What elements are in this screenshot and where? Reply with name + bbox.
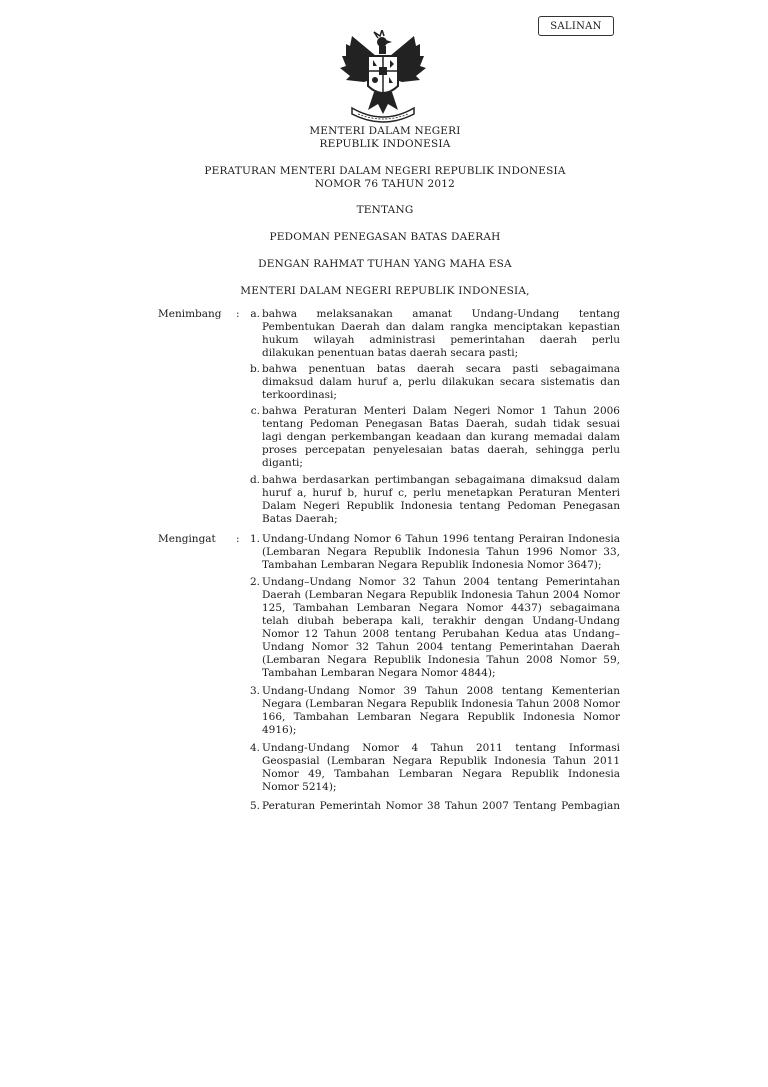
salinan-stamp: SALINAN	[538, 16, 614, 36]
text-line: (Lembaran Negara Republik Indonesia Tahun 1996 Nomor 33,	[262, 546, 620, 558]
text-line: lagi dengan perkembangan keadaan dan kurang memadai dalam	[262, 431, 620, 443]
garuda-emblem-icon	[338, 30, 430, 126]
text-line: terkoordinasi;	[262, 389, 337, 401]
text-line: bahwa berdasarkan pertimbangan sebagaimana dimaksud dalam	[262, 474, 620, 486]
text-line: Dalam Negeri Republik Indonesia tentang Pedoman Penegasan	[262, 500, 620, 512]
text-line: bahwa melaksanakan amanat Undang-Undang tentang	[262, 308, 620, 320]
text-line: 4916);	[262, 724, 297, 736]
minister-title: MENTERI DALAM NEGERI	[309, 125, 461, 137]
legal-basis-item	[262, 576, 620, 680]
legal-basis-mark: 1.	[249, 533, 260, 545]
legal-basis-mark: 3.	[249, 685, 260, 697]
text-line: dilakukan penentuan batas daerah secara pasti;	[262, 347, 519, 359]
legal-basis-item	[262, 742, 620, 794]
minister-line: MENTERI DALAM NEGERI REPUBLIK INDONESIA,	[240, 285, 530, 297]
text-line: huruf a, huruf b, huruf c, perlu menetapkan Peraturan Menteri	[262, 487, 620, 499]
legal-basis-mark: 2.	[249, 576, 260, 588]
considering-mark: b.	[249, 363, 260, 375]
text-line: proses percepatan penyelesaian batas daerah, sehingga perlu	[262, 444, 620, 456]
text-line: Undang-Undang Nomor 6 Tahun 1996 tentang Perairan Indonesia	[262, 533, 620, 545]
text-line: (Lembaran Negara Republik Indonesia Tahun 2008 Nomor 59,	[262, 654, 620, 666]
mengingat-label: Mengingat	[158, 533, 216, 545]
menimbang-colon: :	[236, 308, 240, 320]
text-line: Batas Daerah;	[262, 513, 338, 525]
legal-basis-item	[262, 685, 620, 737]
text-line: bahwa penentuan batas daerah secara pasti sebagaimana	[262, 363, 620, 375]
text-line: tentang Pedoman Penegasan Batas Daerah, sudah tidak sesuai	[262, 418, 620, 430]
text-line: Nomor 49, Tambahan Lembaran Negara Republik Indonesia	[262, 768, 620, 780]
text-line: bahwa Peraturan Menteri Dalam Negeri Nomor 1 Tahun 2006	[262, 405, 620, 417]
regulation-title: PERATURAN MENTERI DALAM NEGERI REPUBLIK INDONESIA	[204, 165, 566, 177]
text-line: Peraturan Pemerintah Nomor 38 Tahun 2007 Tentang Pembagian	[262, 800, 620, 812]
text-line: 125, Tambahan Lembaran Negara Nomor 4437) sebagaimana	[262, 602, 620, 614]
text-line: Undang-Undang Nomor 4 Tahun 2011 tentang Informasi	[262, 742, 620, 754]
text-line: Undang-Undang Nomor 39 Tahun 2008 tentang Kementerian	[262, 685, 620, 697]
legal-basis-mark: 5.	[249, 800, 260, 812]
considering-mark: a.	[250, 308, 260, 320]
text-line: Geospasial (Lembaran Negara Republik Indonesia Tahun 2011	[262, 755, 620, 767]
republic-title: REPUBLIK INDONESIA	[319, 138, 451, 150]
considering-mark: c.	[250, 405, 260, 417]
legal-basis-mark: 4.	[249, 742, 260, 754]
text-line: telah diubah beberapa kali, terakhir dengan Undang-Undang	[262, 615, 620, 627]
text-line: Tambahan Lembaran Negara Nomor 4844);	[262, 667, 496, 679]
considering-item	[262, 474, 620, 526]
considering-item	[262, 363, 620, 402]
text-line: Undang–Undang Nomor 32 Tahun 2004 tentang Pemerintahan	[262, 576, 620, 588]
text-line: hukum wilayah administrasi pemerintahan daerah perlu	[262, 334, 620, 346]
text-line: Tambahan Lembaran Negara Republik Indonesia Nomor 3647);	[262, 559, 602, 571]
considering-item	[262, 405, 620, 470]
about-heading: TENTANG	[356, 204, 414, 216]
text-line: Nomor 5214);	[262, 781, 337, 793]
text-line: diganti;	[262, 457, 303, 469]
considering-mark: d.	[249, 474, 260, 486]
regulation-number: NOMOR 76 TAHUN 2012	[314, 178, 456, 190]
considering-item	[262, 308, 620, 360]
text-line: Undang Nomor 32 Tahun 2004 tentang Pemerintahan Daerah	[262, 641, 620, 653]
text-line: Pembentukan Daerah dan dalam rangka menciptakan kepastian	[262, 321, 620, 333]
legal-basis-item	[262, 533, 620, 572]
subject-title: PEDOMAN PENEGASAN BATAS DAERAH	[269, 231, 501, 243]
text-line: dimaksud dalam huruf a, perlu dilakukan secara sistematis dan	[262, 376, 620, 388]
text-line: Negara (Lembaran Negara Republik Indonesia Tahun 2008 Nomor	[262, 698, 620, 710]
menimbang-label: Menimbang	[158, 308, 222, 320]
text-line: Nomor 12 Tahun 2008 tentang Perubahan Kedua atas Undang–	[262, 628, 620, 640]
text-line: 166, Tambahan Lembaran Negara Republik Indonesia Nomor	[262, 711, 620, 723]
legal-basis-item	[262, 800, 620, 813]
text-line: Daerah (Lembaran Negara Republik Indonesia Tahun 2004 Nomor	[262, 589, 620, 601]
grace-line: DENGAN RAHMAT TUHAN YANG MAHA ESA	[258, 258, 512, 270]
mengingat-colon: :	[236, 533, 240, 545]
